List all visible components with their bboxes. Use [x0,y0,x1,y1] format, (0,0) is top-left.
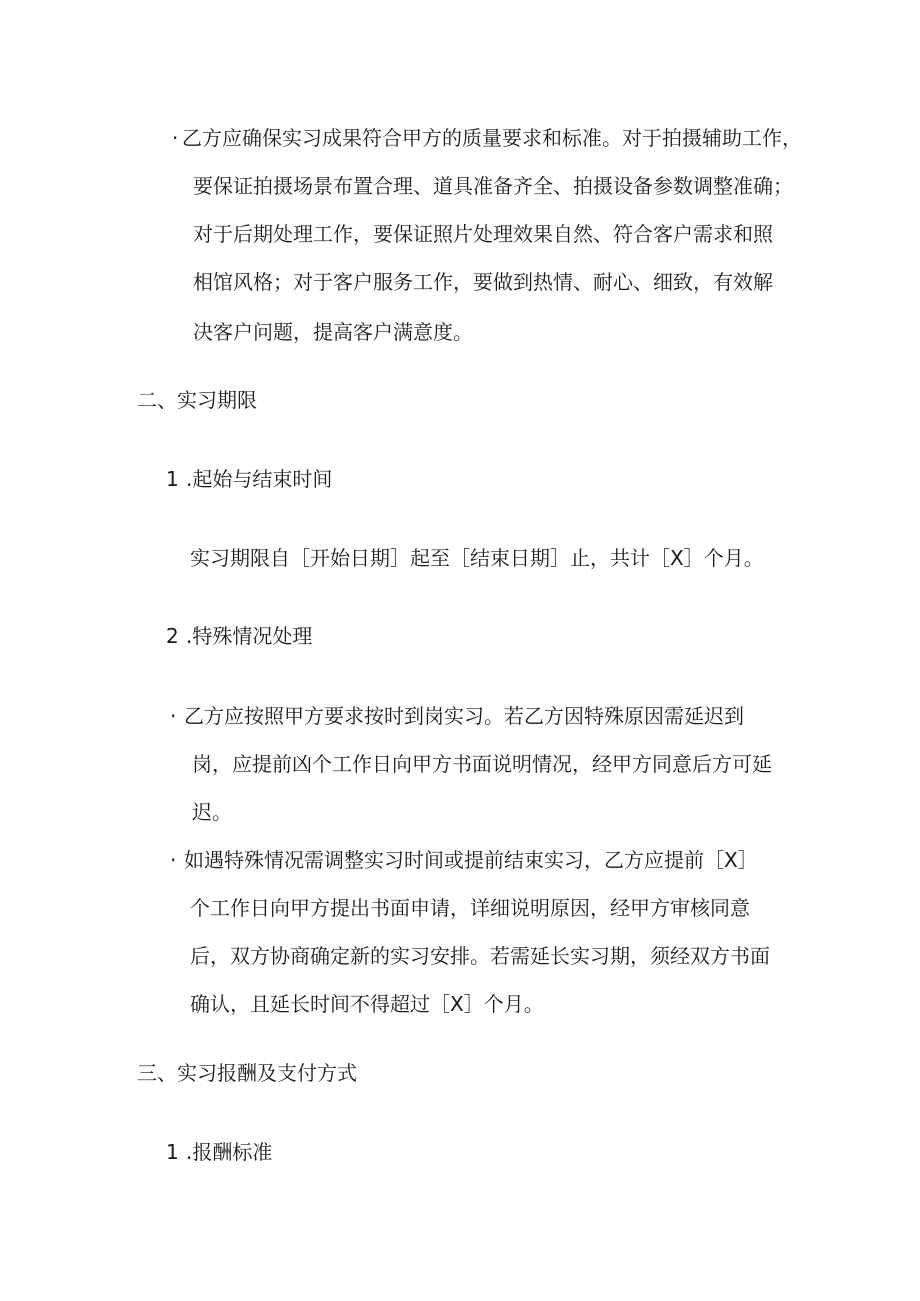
paragraph-line: 迟。 [192,800,232,824]
paragraph-line: 后，双方协商确定新的实习安排。若需延长实习期，须经双方书面 [190,944,770,968]
item-number: 1 [166,1140,179,1164]
paragraph-line: 决客户问题，提高客户满意度。 [193,320,473,344]
paragraph-line: 岗，应提前凶个工作日向甲方书面说明情况，经甲方同意后方可延 [192,752,772,776]
paragraph-line: 乙方应按照甲方要求按时到岗实习。若乙方因特殊原因需延迟到 [184,704,744,728]
paragraph-line: 要保证拍摄场景布置合理、道具准备齐全、拍摄设备参数调整准确； [193,174,793,198]
bullet-marker: · [170,848,177,872]
paragraph-line: 乙方应确保实习成果符合甲方的质量要求和标准。对于拍摄辅助工作， [182,126,802,150]
bullet-marker: · [172,126,179,150]
subsection-title: .特殊情况处理 [186,624,313,648]
paragraph-line: 对于后期处理工作，要保证照片处理效果自然、符合客户需求和照 [193,222,773,246]
paragraph-line: 个工作日向甲方提出书面申请，详细说明原因，经甲方审核同意 [190,896,750,920]
bullet-marker: · [170,704,177,728]
paragraph-line: 相馆风格；对于客户服务工作，要做到热情、耐心、细致，有效解 [193,270,773,294]
item-number: 2 [166,624,179,648]
paragraph-line: 实习期限自［开始日期］起至［结束日期］止，共计［X］个月。 [190,546,764,570]
section-heading: 三、实习报酬及支付方式 [137,1061,357,1085]
subsection-title: .报酬标准 [186,1140,273,1164]
paragraph-line: 如遇特殊情况需调整实习时间或提前结束实习，乙方应提前［X］ [184,848,758,872]
section-heading: 二、实习期限 [137,388,257,412]
paragraph-line: 确认，且延长时间不得超过［X］个月。 [190,992,544,1016]
item-number: 1 [166,467,179,491]
subsection-title: .起始与结束时间 [186,467,333,491]
